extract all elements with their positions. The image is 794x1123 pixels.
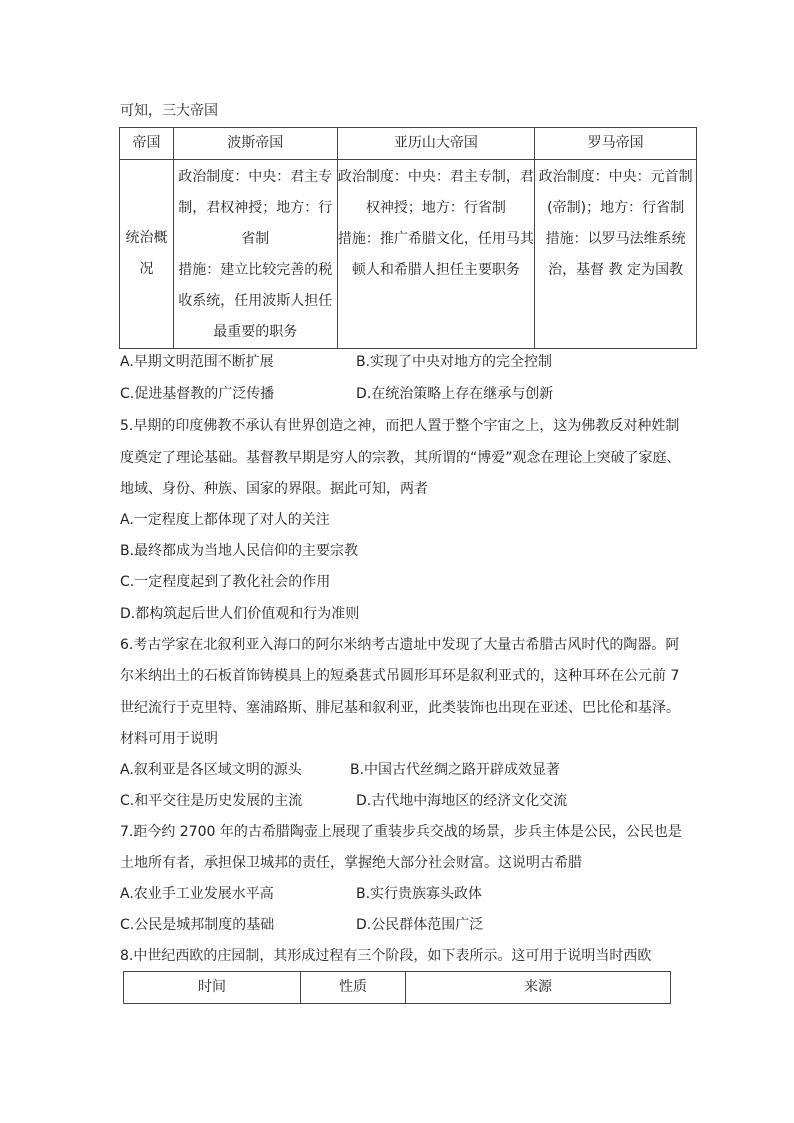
q8-stem-line: 8.中世纪西欧的庄园制，其形成过程有三个阶段，如下表所示。这可用于说明当时西欧 <box>120 948 652 964</box>
q5-stem-line: 地域、身份、种族、国家的界限。据此可知，两者 <box>120 481 428 497</box>
q6-option-c: C.和平交往是历史发展的主流 <box>120 793 303 809</box>
table-header-alexander: 亚历山大帝国 <box>337 128 535 160</box>
row-label-line: 统治概 <box>125 230 168 246</box>
cell-line: (帝制)；地方：行省制 <box>547 200 685 216</box>
row-label-cell <box>120 160 174 349</box>
cell-line: 政治制度：中央：元首制 <box>538 169 693 185</box>
q7-option-b: B.实行贵族寡头政体 <box>356 886 483 902</box>
cell-line: 制，君权神授；地方：行 <box>178 200 333 216</box>
q5-option-c: C.一定程度起到了教化社会的作用 <box>120 574 331 590</box>
q7-stem-line: 土地所有者，承担保卫城邦的责任，掌握绝大部分社会财富。这说明古希腊 <box>120 855 582 871</box>
cell-line: 最重要的职务 <box>213 324 298 340</box>
cell-line: 权神授；地方：行省制 <box>365 200 506 216</box>
q6-option-a: A.叙利亚是各区域文明的源头 <box>120 762 302 778</box>
row-label-line: 况 <box>139 261 154 277</box>
manor-table <box>123 971 671 1004</box>
q6-stem-line: 6.考古学家在北叙利亚入海口的阿尔米纳考古遗址中发现了大量古希腊古风时代的陶器。阿 <box>120 637 680 653</box>
q5-stem-line: 5.早期的印度佛教不承认有世界创造之神，而把人置于整个宇宙之上，这为佛教反对种姓制 <box>120 418 680 434</box>
table-header-source: 来源 <box>406 972 671 1004</box>
q6-stem-line: 世纪流行于克里特、塞浦路斯、腓尼基和叙利亚，此类装饰也出现在亚述、巴比伦和基泽。 <box>120 700 680 716</box>
table-header-time: 时间 <box>124 972 301 1004</box>
persia-cell <box>173 160 337 349</box>
q6-option-d: D.古代地中海地区的经济文化交流 <box>356 793 568 809</box>
cell-line: 政治制度：中央：君主专制，君 <box>337 169 534 185</box>
q4-option-a: A.早期文明范围不断扩展 <box>120 354 274 370</box>
table-header-empire: 帝国 <box>120 128 174 160</box>
intro-line: 可知，三大帝国 <box>120 103 218 119</box>
q5-option-d: D.都构筑起后世人们价值观和行为准则 <box>120 606 360 622</box>
q6-stem-line: 材料可用于说明 <box>120 731 218 747</box>
q7-option-c: C.公民是城邦制度的基础 <box>120 917 275 933</box>
q4-option-c: C.促进基督教的广泛传播 <box>120 386 275 402</box>
rome-cell <box>535 160 697 349</box>
q5-stem-line: 度奠定了理论基础。基督教早期是穷人的宗教，其所谓的“博爱”观念在理论上突破了家庭、 <box>120 450 681 466</box>
cell-line: 顿人和希腊人担任主要职务 <box>351 262 520 278</box>
q7-option-d: D.公民群体范围广泛 <box>356 917 484 933</box>
q6-stem-line: 尔米纳出土的石板首饰铸模具上的短桑葚式吊圆形耳环是叙利亚式的，这种耳环在公元前 7 <box>120 668 680 684</box>
q4-option-b: B.实现了中央对地方的完全控制 <box>356 354 553 370</box>
q7-option-a: A.农业手工业发展水平高 <box>120 886 274 902</box>
table-header-persia: 波斯帝国 <box>173 128 337 160</box>
q5-option-a: A.一定程度上都体现了对人的关注 <box>120 512 330 528</box>
q6-option-b: B.中国古代丝绸之路开辟成效显著 <box>350 762 561 778</box>
q7-stem-line: 7.距今约 2700 年的古希腊陶壶上展现了重装步兵交战的场景，步兵主体是公民，公民也是 <box>120 824 682 840</box>
cell-line: 政治制度：中央：君主专 <box>178 169 333 185</box>
table-header-nature: 性质 <box>301 972 406 1004</box>
cell-line: 措施：以罗马法维系统 <box>545 231 686 247</box>
q4-option-d: D.在统治策略上存在继承与创新 <box>356 386 554 402</box>
empire-table <box>119 127 697 349</box>
q5-option-b: B.最终都成为当地人民信仰的主要宗教 <box>120 543 359 559</box>
alexander-cell <box>337 160 535 349</box>
cell-line: 治，基督 教 定为国教 <box>548 262 684 278</box>
cell-line: 措施：建立比较完善的税 <box>178 262 333 278</box>
cell-line: 省制 <box>241 231 270 247</box>
cell-line: 措施：推广希腊文化，任用马其 <box>337 231 534 247</box>
table-header-rome: 罗马帝国 <box>535 128 697 160</box>
cell-line: 收系统，任用波斯人担任 <box>178 293 333 309</box>
